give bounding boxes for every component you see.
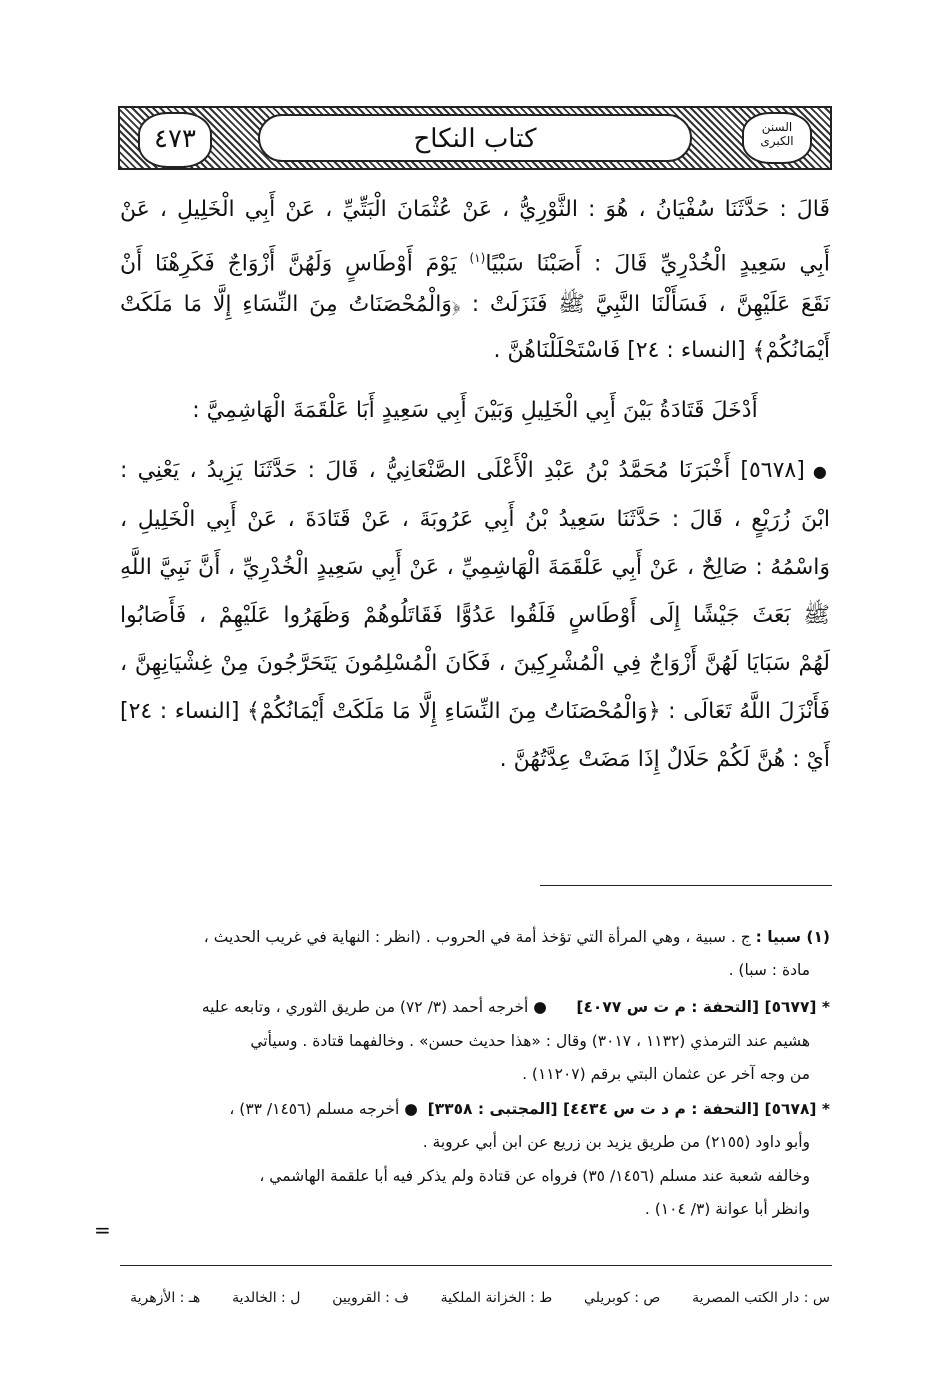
legend-item: س : دار الكتب المصرية bbox=[692, 1290, 830, 1306]
text-fragment: [٥٦٧٨] أَخْبَرَنَا مُحَمَّدُ بْنُ عَبْدِ الْأَعْلَى الصَّنْعَانِيُّ ، قَالَ : حَدَّثَنَا يَزِيدُ ، يَعْنِي : bbox=[120, 458, 805, 483]
note-5677 bbox=[202, 995, 830, 1019]
note-text: ● أخرجه مسلم (١٤٥٦/ ٣٣) ، bbox=[229, 1100, 418, 1118]
hadith-line: لَهُمْ سَبَايَا لَهُنَّ أَزْوَاجٌ فِي الْمُشْرِكِينَ ، فَكَانَ الْمُسْلِمُونَ يَتَحَرَّجُونَ مِنْ غِشْيَانِهِنَّ ، bbox=[120, 651, 830, 676]
page-number: ٤٧٣ bbox=[138, 112, 212, 168]
legend-item: ل : الخالدية bbox=[232, 1290, 301, 1306]
note-text: وانظر أبا عوانة (٣/ ١٠٤) . bbox=[644, 1200, 810, 1218]
note-text: ● أخرجه أحمد (٣/ ٧٢) من طريق الثوري ، وتابعه عليه bbox=[201, 998, 547, 1016]
note-text: هشيم عند الترمذي (١١٣٢ ، ٣٠١٧) وقال : «هذا حديث حسن» . وخالفهما قتادة . وسيأتي bbox=[250, 1032, 810, 1050]
legend-item: هـ : الأزهرية bbox=[130, 1290, 201, 1306]
hadith-line: فَأَنْزَلَ اللَّهُ تَعَالَى : ﴿وَالْمُحْصَنَاتُ مِنَ النِّسَاءِ إِلَّا مَا مَلَكَتْ أَيْمَانُكُمْ﴾ [النساء : ٢٤] bbox=[120, 699, 830, 724]
text-line: أَيْمَانُكُمْ﴾ [النساء : ٢٤] فَاسْتَحْلَلْنَاهُنَّ . bbox=[493, 338, 830, 363]
note-5678 bbox=[229, 1097, 830, 1121]
page-header bbox=[118, 106, 832, 170]
note-text: وأبو داود (٢١٥٥) من طريق يزيد بن زريع عن ابن أبي عروبة . bbox=[422, 1133, 810, 1151]
footnote-label: (١) سبيا : bbox=[755, 928, 830, 946]
footnote-text: مادة : سبا) . bbox=[728, 961, 810, 979]
section-heading: أَدْخَلَ قَتَادَةُ بَيْنَ أَبِي الْخَلِيلِ وَبَيْنَ أَبِي سَعِيدٍ أَبَا عَلْقَمَةَ الْهَاشِمِيَّ : bbox=[192, 398, 758, 423]
footnote-1 bbox=[204, 925, 830, 949]
text-line bbox=[120, 243, 830, 279]
note-label: * [٥٦٧٨] [التحفة : م د ت س ٤٤٣٤] [المجتبى : ٣٣٥٨] bbox=[427, 1100, 830, 1118]
book-title: كتاب النكاح bbox=[413, 124, 537, 154]
legend-separator bbox=[120, 1265, 832, 1266]
hadith-line: ابْنَ زُرَيْعٍ ، قَالَ : حَدَّثَنَا سَعِيدُ بْنُ أَبِي عَرُوبَةَ ، عَنْ قَتَادَةَ ، عَنْ أَبِي الْخَلِيلِ ، bbox=[120, 507, 830, 532]
hadith-line: وَاسْمُهُ : صَالِحٌ ، عَنْ أَبِي عَلْقَمَةَ الْهَاشِمِيِّ ، عَنْ أَبِي سَعِيدٍ الْخُدْرِيِّ ، أَنَّ نَبِيَّ اللَّهِ bbox=[120, 555, 830, 580]
legend-item: ف : القرويين bbox=[332, 1290, 409, 1306]
text-fragment: أَبِي سَعِيدٍ الْخُدْرِيِّ قَالَ : أَصَبْنَا سَبْيًا bbox=[485, 251, 830, 277]
note-text: من وجه آخر عن عثمان البتي برقم (١١٢٠٧) . bbox=[522, 1065, 810, 1083]
footnote-text: ج . سبية ، وهي المرأة التي تؤخذ أمة في الحروب . (انظر : النهاية في غريب الحديث ، bbox=[203, 928, 751, 946]
text-fragment: يَوْمَ أَوْطَاسٍ وَلَهُنَّ أَزْوَاجٌ فَكَرِهْنَا أَنْ bbox=[120, 251, 457, 277]
footnote-separator bbox=[540, 885, 832, 886]
legend-item: ط : الخزانة الملكية bbox=[440, 1290, 553, 1306]
header-band bbox=[258, 114, 692, 162]
hadith-line: أَيْ : هُنَّ لَكُمْ حَلَالٌ إِذَا مَضَتْ عِدَّتُهُنَّ . bbox=[499, 747, 830, 772]
note-label: * [٥٦٧٧] [التحفة : م ت س ٤٠٧٧] bbox=[576, 998, 830, 1016]
text-line: نَقَعَ عَلَيْهِنَّ ، فَسَأَلْنَا النَّبِيَّ ﷺ فَنَزَلَتْ : ﴿وَالْمُحْصَنَاتُ مِنَ النِّسَاءِ إِلَّا مَا مَلَكَتْ bbox=[120, 292, 830, 317]
hadith-line: ﷺ بَعَثَ جَيْشًا إِلَى أَوْطَاسٍ فَلَقُوا عَدُوًّا فَقَاتَلُوهُمْ وَظَهَرُوا عَلَيْهِمْ ، فَأَصَابُوا bbox=[120, 603, 830, 628]
bullet-icon: ● bbox=[812, 462, 830, 481]
footnote-ref[interactable]: (١) bbox=[469, 251, 486, 265]
hadith-line bbox=[120, 456, 830, 487]
text-line: قَالَ : حَدَّثَنَا سُفْيَانُ ، هُوَ : الثَّوْرِيُّ ، عَنْ عُثْمَانَ الْبَتِّيِّ ، عَنْ أَبِي الْخَلِيلِ ، عَنْ bbox=[120, 197, 830, 222]
logo-emblem: السنن الكبرى bbox=[742, 112, 812, 164]
continuation-mark: = bbox=[94, 1218, 111, 1242]
legend-item: ص : كوبريلي bbox=[584, 1290, 661, 1306]
note-text: وخالفه شعبة عند مسلم (١٤٥٦/ ٣٥) فرواه عن قتادة ولم يذكر فيه أبا علقمة الهاشمي ، bbox=[259, 1167, 810, 1185]
manuscript-legend bbox=[130, 1290, 830, 1306]
